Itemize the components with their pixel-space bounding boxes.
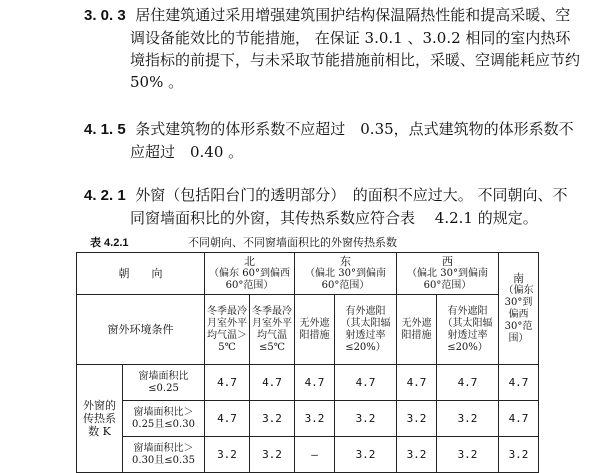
k-value: 3.2 (250, 401, 295, 437)
env-condition: 无外遮阳措施 (397, 295, 437, 365)
orientation-west (397, 253, 499, 295)
k-value: 4.7 (205, 401, 250, 437)
k-value: 3.2 (437, 401, 499, 437)
k-value: 4.7 (437, 365, 499, 401)
orientation-east (295, 253, 397, 295)
orientation-range: （偏东 60°到偏西 60°范围） (209, 268, 290, 291)
paragraph-3-0-3 (84, 4, 582, 93)
k-value: 3.2 (335, 437, 397, 473)
k-value: 4.7 (205, 365, 250, 401)
k-value: 4.7 (499, 365, 539, 401)
orientation-name: 东 (340, 255, 351, 268)
clause-number: 3. 0. 3 (84, 7, 126, 24)
paragraph-4-2-1 (84, 184, 582, 229)
k-value: 3.2 (499, 437, 539, 473)
paragraph-4-1-5 (84, 118, 582, 163)
table-row (77, 401, 539, 437)
orientation-north (205, 253, 295, 295)
orientation-range: （偏东 30°到偏西 30°范围） (503, 285, 534, 344)
k-value: 4.7 (295, 365, 335, 401)
k-value: 3.2 (335, 401, 397, 437)
k-value: — (295, 437, 335, 473)
orientation-range: （偏北 30°到偏南 60°范围） (305, 268, 386, 291)
window-u-value-table (76, 252, 539, 473)
row-label: 窗墙面积比≤0.25 (123, 365, 205, 401)
table-caption (90, 236, 590, 250)
orientation-south (499, 253, 539, 365)
table-number: 表 4.2.1 (90, 237, 129, 249)
table-row (77, 437, 539, 473)
env-condition: 冬季最冷月室外平均气温≤5℃ (250, 295, 295, 365)
k-value: 3.2 (397, 401, 437, 437)
orientation-label: 朝 向 (77, 253, 205, 295)
k-value: 4.7 (499, 401, 539, 437)
k-value: 3.2 (397, 437, 437, 473)
row-label: 窗墙面积比＞0.30且≤0.35 (123, 437, 205, 473)
orientation-range: （偏北 30°到偏南 60°范围） (407, 268, 488, 291)
clause-number: 4. 1. 5 (84, 121, 126, 138)
orientation-row (77, 253, 539, 295)
k-value: 4.7 (397, 365, 437, 401)
clause-text: 条式建筑物的体形系数不应超过 0.35，点式建筑物的体形系数不应超过 0.40 。 (130, 120, 574, 161)
env-label: 窗外环境条件 (77, 295, 205, 365)
clause-text: 外窗（包括阳台门的透明部分） 的面积不应过大。 不同朝向、不同窗墙面积比的外窗，其传热系数应符合表 4.2.1 的规定。 (130, 186, 568, 227)
orientation-name: 南 (513, 272, 524, 285)
table-title: 不同朝向、不同窗墙面积比的外窗传热系数 (188, 236, 397, 249)
env-condition-row (77, 295, 539, 365)
k-value: 3.2 (205, 437, 250, 473)
table-row (77, 365, 539, 401)
env-condition: 有外遮阳（其太阳辐射透过率≤20%） (335, 295, 397, 365)
k-value: 4.7 (250, 365, 295, 401)
clause-text: 居住建筑通过采用增强建筑围护结构保温隔热性能和提高采暖、空调设备能效比的节能措施， 在保证 3.0.1 、3.0.2 相同的室内热环境指标的前提下，与未采取节能措施前相比，采暖、空调能耗应节约 50% 。 (130, 6, 581, 91)
group-label: 外窗的传热系数 K (77, 365, 123, 473)
env-condition: 无外遮阳措施 (295, 295, 335, 365)
orientation-name: 西 (442, 255, 453, 268)
orientation-name: 北 (244, 255, 255, 268)
k-value: 4.7 (335, 365, 397, 401)
k-value: 3.2 (437, 437, 499, 473)
env-condition: 冬季最冷月室外平均气温＞5℃ (205, 295, 250, 365)
row-label: 窗墙面积比＞0.25且≤0.30 (123, 401, 205, 437)
k-value: 3.2 (250, 437, 295, 473)
clause-number: 4. 2. 1 (84, 187, 126, 204)
env-condition: 有外遮阳（其太阳辐射透过率≤20%） (437, 295, 499, 365)
k-value: 3.2 (295, 401, 335, 437)
